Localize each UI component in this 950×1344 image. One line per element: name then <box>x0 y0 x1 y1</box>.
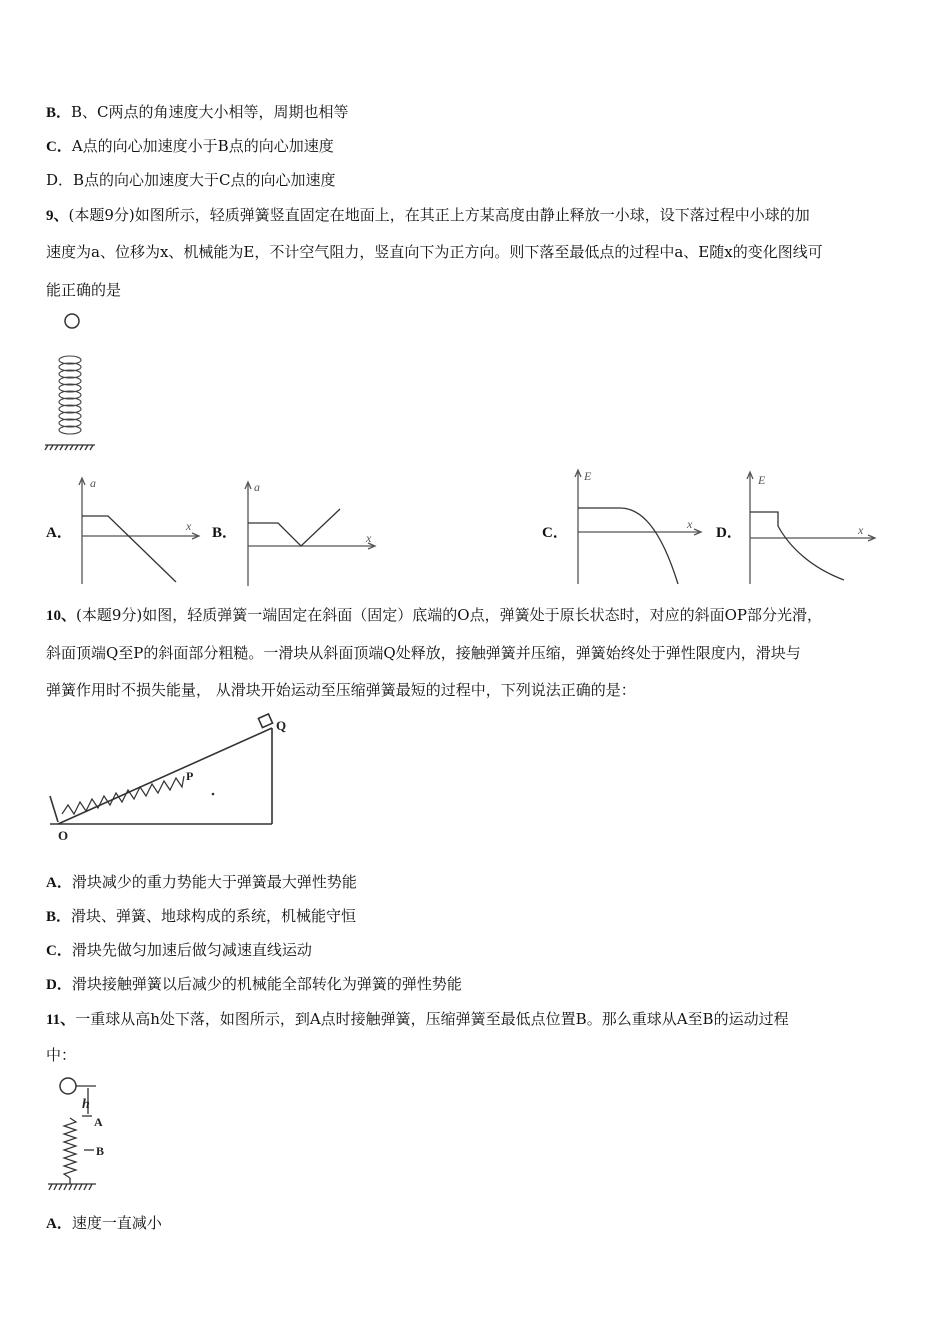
q9-stem-line2: 速度为a、位移为x、机械能为E，不计空气阻力，竖直向下为正方向。则下落至最低点的过程中a、E随x的变化图线可 <box>46 243 823 261</box>
option-text: B、C两点的角速度大小相等，周期也相等 <box>71 103 349 121</box>
graph-curve <box>82 516 176 582</box>
dot-mark <box>212 793 215 796</box>
question-number: 11、 <box>46 1012 76 1028</box>
q10-option-b <box>46 906 356 927</box>
label-a: A <box>94 1115 103 1129</box>
y-axis-label: a <box>254 480 260 494</box>
option-text: 速度一直减小 <box>71 1214 162 1232</box>
slider-block <box>258 714 272 728</box>
option-text: 滑块接触弹簧以后减少的机械能全部转化为弹簧的弹性势能 <box>71 975 462 993</box>
q10-option-d <box>46 974 462 995</box>
q10-incline-figure <box>44 708 294 846</box>
option-key: A． <box>46 875 72 891</box>
label-h: h <box>82 1097 90 1112</box>
q11-spring-figure <box>44 1074 124 1194</box>
option-text: A点的向心加速度小于B点的向心加速度 <box>71 137 334 155</box>
ground-icon <box>45 445 95 450</box>
graph-c <box>570 466 710 586</box>
y-axis-label: E <box>758 473 766 487</box>
q8-option-b <box>46 102 349 123</box>
spring-icon <box>59 356 81 434</box>
spring-mount <box>50 796 58 822</box>
graph-d-label: D． <box>716 525 742 541</box>
q9-stem-line1 <box>46 205 810 226</box>
option-key: C． <box>46 139 72 155</box>
q10-stem-line2: 斜面顶端Q至P的斜面部分粗糙。一滑块从斜面顶端Q处释放，接触弹簧并压缩，弹簧始终处于弹性限度内，滑块与 <box>46 644 801 662</box>
q10-stem-line3: 弹簧作用时不损失能量， 从滑块开始运动至压缩弹簧最短的过程中，下列说法正确的是： <box>46 681 636 699</box>
graph-curve <box>578 508 678 584</box>
graph-d <box>742 468 882 586</box>
option-key: C． <box>46 943 72 959</box>
ground-icon <box>48 1184 96 1190</box>
q11-option-a <box>46 1213 162 1234</box>
option-key: B． <box>46 105 72 121</box>
graph-a-label: A． <box>46 525 72 541</box>
q8-option-c <box>46 136 334 157</box>
option-key: B． <box>46 909 72 925</box>
q8-option-d <box>46 170 336 190</box>
q10-stem-line1 <box>46 605 822 626</box>
option-text: 滑块减少的重力势能大于弹簧最大弹性势能 <box>71 873 357 891</box>
x-axis-label: x <box>366 531 372 545</box>
stem-text: (本题9分)如图所示，轻质弹簧竖直固定在地面上，在其正上方某高度由静止释放一小球，设下落过程中小球的加 <box>68 206 810 224</box>
graph-curve <box>248 509 340 546</box>
option-text: 滑块、弹簧、地球构成的系统，机械能守恒 <box>71 907 357 925</box>
graph-b-label: B． <box>212 525 238 541</box>
q11-stem-line1 <box>46 1009 789 1030</box>
label-p: P <box>186 769 194 783</box>
stem-text: (本题9分)如图，轻质弹簧一端固定在斜面（固定）底端的O点，弹簧处于原长状态时，对应的斜面OP部分光滑， <box>76 606 822 624</box>
q11-stem-line2: 中： <box>46 1046 77 1064</box>
y-axis-label: a <box>90 476 96 490</box>
q10-option-a <box>46 872 357 893</box>
x-axis-label: x <box>687 517 693 531</box>
incline-surface <box>58 728 272 824</box>
graph-a <box>74 474 204 586</box>
question-number: 9、 <box>46 208 69 224</box>
graph-curve <box>750 512 844 580</box>
spring-icon <box>64 1118 76 1178</box>
q9-stem-line3: 能正确的是 <box>46 281 122 299</box>
graph-b <box>240 476 380 588</box>
graph-c-label: C． <box>542 525 568 541</box>
x-axis-label: x <box>858 523 864 537</box>
label-q: Q <box>276 718 287 733</box>
option-text: 滑块先做匀加速后做匀减速直线运动 <box>71 941 312 959</box>
label-o: O <box>58 828 69 843</box>
stem-text: 一重球从高h处下落，如图所示，到A点时接触弹簧，压缩弹簧至最低点位置B。那么重球从A至B的运动过程 <box>75 1010 789 1028</box>
q9-spring-figure <box>40 308 100 456</box>
ball-icon <box>65 314 79 328</box>
option-text: D．B点的向心加速度大于C点的向心加速度 <box>46 171 336 189</box>
question-number: 10、 <box>46 608 77 624</box>
ball-icon <box>60 1078 76 1094</box>
x-axis-label: x <box>186 519 192 533</box>
option-key: D． <box>46 977 72 993</box>
option-key: A． <box>46 1216 72 1232</box>
y-axis-label: E <box>584 469 592 483</box>
q10-option-c <box>46 940 312 961</box>
label-b: B <box>96 1144 105 1158</box>
